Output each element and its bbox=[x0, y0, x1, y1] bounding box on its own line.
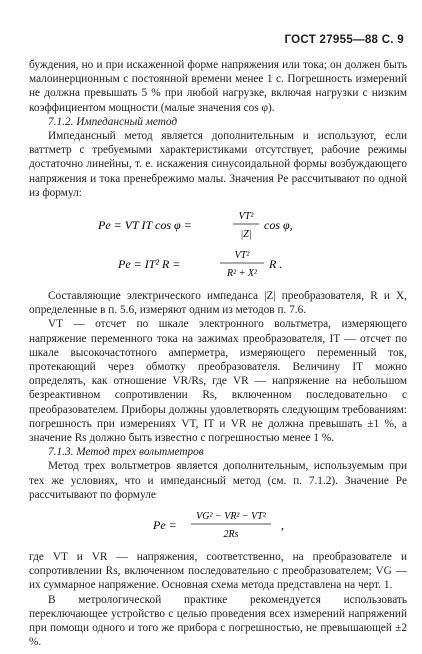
paragraph-impedance-intro: Импедансный метод является дополнительным и используют, если ваттметр с требуемыми характеристиками отсутствует, рабочие режимы достаточно линейны, т. е. искажения синусоидальной формы возбуждающего напряжения и тока пренебрежимо малы. Значения Pe рассчитывают по одной из формул: bbox=[29, 130, 407, 199]
formula-2-left: Pe = IT² R = bbox=[118, 257, 181, 272]
formula-power-1 bbox=[29, 208, 407, 242]
formula-1-denominator: |Z| bbox=[240, 229, 252, 241]
formula-power-3-svg bbox=[133, 507, 303, 543]
paragraph-continuation: буждения, но и при искаженной форме напряжения или тока; он должен быть малоинерционным с постоянной времени менее 1 с. Погрешность измерений не должна превышать 5 % при любой нагрузке, включая нагрузки с низким коэффициентом мощности (малые значения cos φ). bbox=[29, 59, 407, 114]
formula-1-right: cos φ, bbox=[264, 218, 293, 233]
formula-power-2-svg bbox=[118, 246, 318, 282]
formula-3-left: Pe = bbox=[153, 518, 177, 533]
formula-2-numerator: VT² bbox=[234, 250, 250, 262]
formula-1-numerator: VT² bbox=[238, 211, 254, 223]
body-text bbox=[29, 58, 407, 650]
formula-power-3 bbox=[29, 508, 407, 542]
formula-3-denominator: 2Rs bbox=[223, 529, 239, 541]
paragraph-voltage-definitions: где VT и VR — напряжения, соответственно, на преобразователе и сопротивлении Rs, включенном последовательно с преобразователем; VG — их суммарное напряжение. Основная схема метода представлена на черт. 1. bbox=[29, 551, 407, 592]
page-header: ГОСТ 27955—88 С. 9 bbox=[284, 34, 404, 46]
formula-2-right: R . bbox=[269, 257, 283, 272]
formula-power-1-svg bbox=[98, 207, 338, 243]
formula-2-denominator: R² + X² bbox=[227, 268, 257, 280]
paragraph-metrology-practice: В метрологической практике рекомендуется использовать переключающее устройство с целью проведения всех измерений напряжений при помощи одного и того же прибора с погрешностью, не превышающей ±2 %. bbox=[29, 593, 407, 649]
formula-power-2 bbox=[29, 247, 407, 281]
paragraph-instrument-requirements: VT — отсчет по шкале электронного вольтметра, измеряющего напряжение переменного тока на зажимах преобразователя, IT — отсчет по шкале высокочастотного амперметра, измеряющего переменный ток, протекающий через обмотку преобразователя. Величину IT можно определять, как отношение VR/Rs, где VR — напряжение на небольшом безреактивном сопротивлении Rs, включенном последовательно с преобразователем. Приборы должны удовлетворять следующим требованиям: погрешность при измерениях VT, IT и VR не должна превышать ±1 %, а значение Rs должно быть известно с погрешностью менее 1 %. bbox=[29, 318, 407, 445]
formula-3-right: , bbox=[281, 518, 284, 533]
formula-3-numerator: VG² − VR² − VT² bbox=[196, 511, 266, 523]
formula-1-left: Pe = VT IT cos φ = bbox=[98, 218, 192, 233]
section-heading-7-1-3: 7.1.3. Метод трех вольтметров bbox=[48, 446, 204, 459]
paragraph-three-voltmeters-intro: Метод трех вольтметров является дополнительным, используемым при тех же условиях, что и импедансный метод (см. п. 7.1.2). Значение Pe рассчитывают по формуле bbox=[29, 460, 407, 501]
paragraph-impedance-components: Составляющие электрического импеданса |Z| преобразователя, R и X, определенные в п. 5.6, измеряют одним из методов п. 7.6. bbox=[29, 290, 407, 317]
section-heading-7-1-2: 7.1.2. Импедансный метод bbox=[48, 115, 178, 128]
